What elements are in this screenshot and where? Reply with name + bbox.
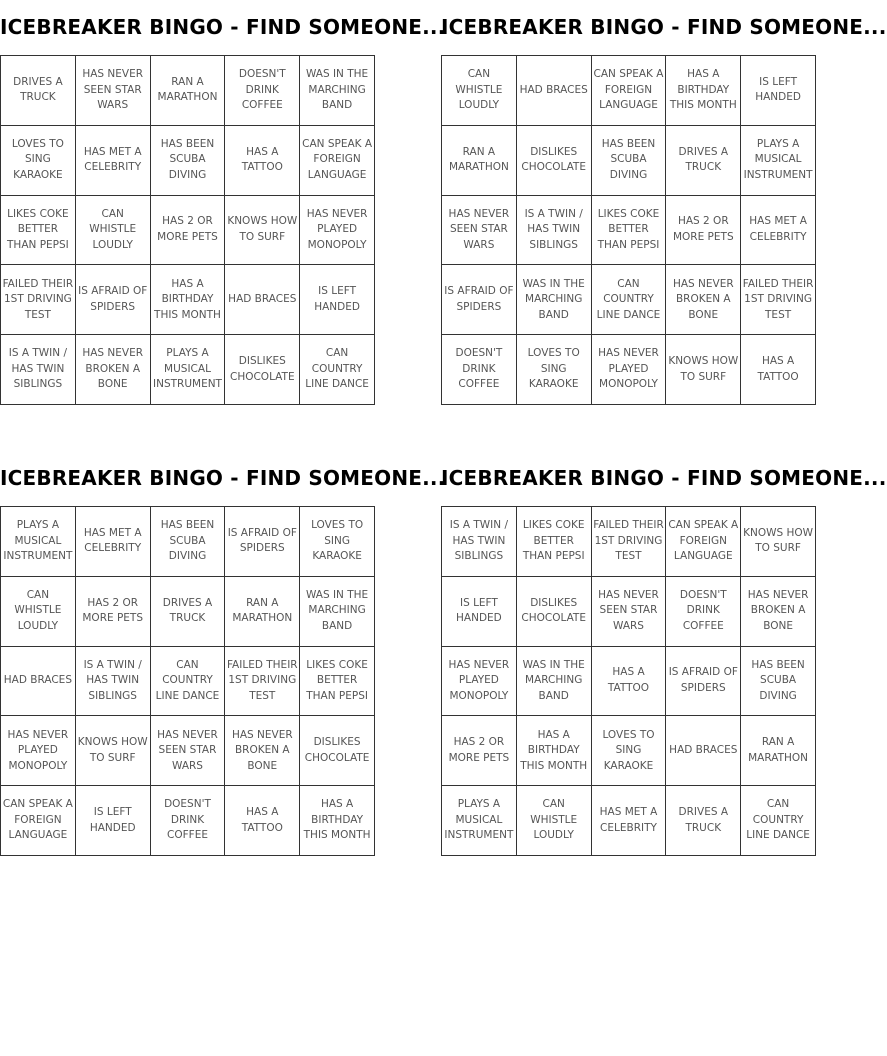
bingo-cell: HAS BEEN SCUBA DIVING (151, 507, 226, 577)
bingo-cell: HAS NEVER SEEN STAR WARS (151, 716, 226, 786)
bingo-cell: HAS 2 OR MORE PETS (666, 196, 741, 266)
bingo-cell: CAN COUNTRY LINE DANCE (300, 335, 375, 405)
bingo-cell: HAS MET A CELEBRITY (741, 196, 816, 266)
bingo-cell: RAN A MARATHON (741, 716, 816, 786)
bingo-cell: HAS NEVER BROKEN A BONE (225, 716, 300, 786)
bingo-cell: CAN WHISTLE LOUDLY (442, 56, 517, 126)
bingo-cell: CAN SPEAK A FOREIGN LANGUAGE (300, 126, 375, 196)
bingo-cell: HAS NEVER PLAYED MONOPOLY (1, 716, 76, 786)
bingo-cell: CAN COUNTRY LINE DANCE (592, 265, 667, 335)
bingo-card-4 (441, 466, 887, 842)
bingo-cell: LIKES COKE BETTER THAN PEPSI (517, 507, 592, 577)
bingo-cell: CAN SPEAK A FOREIGN LANGUAGE (1, 786, 76, 856)
bingo-cell: HAS MET A CELEBRITY (76, 126, 151, 196)
bingo-cell: KNOWS HOW TO SURF (666, 335, 741, 405)
bingo-cell: HAS 2 OR MORE PETS (76, 577, 151, 647)
bingo-cell: DOESN'T DRINK COFFEE (151, 786, 226, 856)
bingo-cell: HAD BRACES (666, 716, 741, 786)
bingo-cell: DRIVES A TRUCK (666, 126, 741, 196)
bingo-cell: HAS NEVER BROKEN A BONE (76, 335, 151, 405)
bingo-cell: IS A TWIN / HAS TWIN SIBLINGS (442, 507, 517, 577)
bingo-cell: PLAYS A MUSICAL INSTRUMENT (741, 126, 816, 196)
bingo-cell: DOESN'T DRINK COFFEE (442, 335, 517, 405)
bingo-cell: HAS NEVER SEEN STAR WARS (76, 56, 151, 126)
bingo-grid (441, 55, 816, 405)
bingo-cell: CAN COUNTRY LINE DANCE (741, 786, 816, 856)
bingo-cell: WAS IN THE MARCHING BAND (300, 56, 375, 126)
bingo-cell: KNOWS HOW TO SURF (76, 716, 151, 786)
bingo-cell: HAS A BIRTHDAY THIS MONTH (666, 56, 741, 126)
bingo-cell: IS LEFT HANDED (76, 786, 151, 856)
bingo-cell: FAILED THEIR 1ST DRIVING TEST (1, 265, 76, 335)
bingo-cell: HAD BRACES (225, 265, 300, 335)
bingo-cell: CAN WHISTLE LOUDLY (517, 786, 592, 856)
card-title: ICEBREAKER BINGO - FIND SOMEONE... (441, 15, 887, 39)
bingo-cell: LOVES TO SING KARAOKE (592, 716, 667, 786)
bingo-cell: DOESN'T DRINK COFFEE (225, 56, 300, 126)
bingo-cell: HAS NEVER PLAYED MONOPOLY (300, 196, 375, 266)
bingo-cell: PLAYS A MUSICAL INSTRUMENT (151, 335, 226, 405)
bingo-cell: HAS BEEN SCUBA DIVING (741, 647, 816, 717)
bingo-cell: WAS IN THE MARCHING BAND (517, 647, 592, 717)
bingo-cell: DISLIKES CHOCOLATE (517, 577, 592, 647)
bingo-cell: IS LEFT HANDED (300, 265, 375, 335)
bingo-card-1 (0, 15, 446, 391)
bingo-cell: RAN A MARATHON (225, 577, 300, 647)
bingo-cell: DISLIKES CHOCOLATE (300, 716, 375, 786)
bingo-cell: HAS A TATTOO (225, 786, 300, 856)
bingo-cell: PLAYS A MUSICAL INSTRUMENT (442, 786, 517, 856)
bingo-cell: HAS A TATTOO (741, 335, 816, 405)
bingo-cell: DOESN'T DRINK COFFEE (666, 577, 741, 647)
bingo-cell: LOVES TO SING KARAOKE (517, 335, 592, 405)
bingo-cell: DRIVES A TRUCK (151, 577, 226, 647)
bingo-cell: HAS A TATTOO (592, 647, 667, 717)
bingo-cell: RAN A MARATHON (442, 126, 517, 196)
bingo-cell: LOVES TO SING KARAOKE (300, 507, 375, 577)
bingo-cell: HAS NEVER BROKEN A BONE (666, 265, 741, 335)
bingo-cell: HAS MET A CELEBRITY (592, 786, 667, 856)
bingo-cell: CAN SPEAK A FOREIGN LANGUAGE (666, 507, 741, 577)
bingo-cell: HAS A BIRTHDAY THIS MONTH (151, 265, 226, 335)
card-title: ICEBREAKER BINGO - FIND SOMEONE... (0, 15, 446, 39)
bingo-cell: CAN SPEAK A FOREIGN LANGUAGE (592, 56, 667, 126)
bingo-cell: HAS A TATTOO (225, 126, 300, 196)
bingo-cell: RAN A MARATHON (151, 56, 226, 126)
bingo-cell: WAS IN THE MARCHING BAND (300, 577, 375, 647)
bingo-cell: WAS IN THE MARCHING BAND (517, 265, 592, 335)
bingo-cell: HAS 2 OR MORE PETS (151, 196, 226, 266)
bingo-cell: LIKES COKE BETTER THAN PEPSI (1, 196, 76, 266)
bingo-cell: HAD BRACES (1, 647, 76, 717)
bingo-cell: HAS 2 OR MORE PETS (442, 716, 517, 786)
bingo-cell: HAS A BIRTHDAY THIS MONTH (300, 786, 375, 856)
card-title: ICEBREAKER BINGO - FIND SOMEONE... (0, 466, 446, 490)
bingo-cell: KNOWS HOW TO SURF (741, 507, 816, 577)
bingo-cell: PLAYS A MUSICAL INSTRUMENT (1, 507, 76, 577)
bingo-cell: HAS NEVER SEEN STAR WARS (592, 577, 667, 647)
bingo-cell: IS AFRAID OF SPIDERS (76, 265, 151, 335)
bingo-cell: IS LEFT HANDED (442, 577, 517, 647)
bingo-cell: LOVES TO SING KARAOKE (1, 126, 76, 196)
bingo-card-3 (0, 466, 446, 842)
bingo-grid (441, 506, 816, 856)
bingo-cell: DISLIKES CHOCOLATE (225, 335, 300, 405)
bingo-cell: HAS NEVER BROKEN A BONE (741, 577, 816, 647)
bingo-cell: IS A TWIN / HAS TWIN SIBLINGS (76, 647, 151, 717)
bingo-cell: CAN WHISTLE LOUDLY (76, 196, 151, 266)
bingo-cell: DRIVES A TRUCK (666, 786, 741, 856)
bingo-cell: HAD BRACES (517, 56, 592, 126)
bingo-cell: HAS NEVER PLAYED MONOPOLY (592, 335, 667, 405)
bingo-cell: HAS NEVER SEEN STAR WARS (442, 196, 517, 266)
bingo-cell: HAS MET A CELEBRITY (76, 507, 151, 577)
bingo-cell: HAS NEVER PLAYED MONOPOLY (442, 647, 517, 717)
bingo-cell: KNOWS HOW TO SURF (225, 196, 300, 266)
bingo-cell: IS AFRAID OF SPIDERS (442, 265, 517, 335)
bingo-cell: CAN WHISTLE LOUDLY (1, 577, 76, 647)
bingo-cell: LIKES COKE BETTER THAN PEPSI (300, 647, 375, 717)
bingo-cell: FAILED THEIR 1ST DRIVING TEST (741, 265, 816, 335)
card-title: ICEBREAKER BINGO - FIND SOMEONE... (441, 466, 887, 490)
bingo-cell: LIKES COKE BETTER THAN PEPSI (592, 196, 667, 266)
bingo-card-2 (441, 15, 887, 391)
bingo-cell: IS A TWIN / HAS TWIN SIBLINGS (517, 196, 592, 266)
bingo-cell: HAS BEEN SCUBA DIVING (151, 126, 226, 196)
bingo-cell: FAILED THEIR 1ST DRIVING TEST (225, 647, 300, 717)
bingo-grid (0, 55, 375, 405)
bingo-cell: FAILED THEIR 1ST DRIVING TEST (592, 507, 667, 577)
bingo-cell: IS A TWIN / HAS TWIN SIBLINGS (1, 335, 76, 405)
bingo-grid (0, 506, 375, 856)
bingo-cell: IS LEFT HANDED (741, 56, 816, 126)
bingo-cell: IS AFRAID OF SPIDERS (666, 647, 741, 717)
bingo-cell: HAS A BIRTHDAY THIS MONTH (517, 716, 592, 786)
bingo-cell: DRIVES A TRUCK (1, 56, 76, 126)
bingo-cell: IS AFRAID OF SPIDERS (225, 507, 300, 577)
bingo-cell: DISLIKES CHOCOLATE (517, 126, 592, 196)
bingo-cell: CAN COUNTRY LINE DANCE (151, 647, 226, 717)
bingo-cell: HAS BEEN SCUBA DIVING (592, 126, 667, 196)
